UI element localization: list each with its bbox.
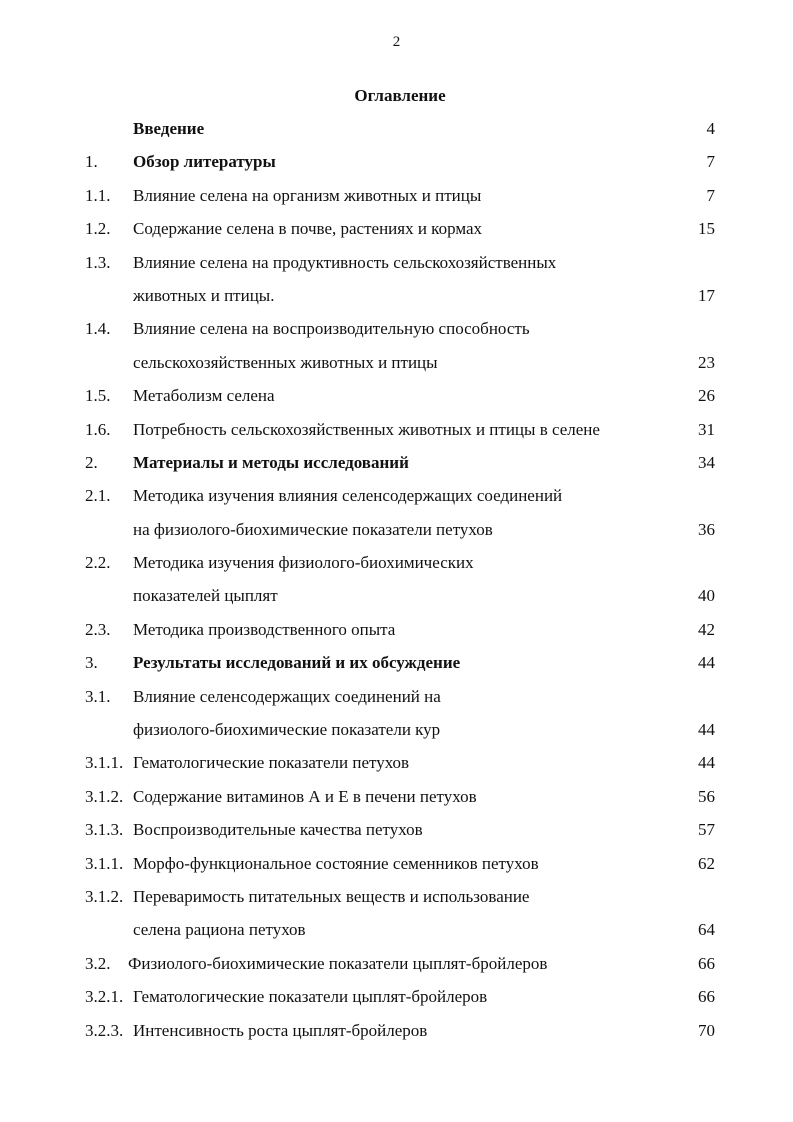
toc-entry-number: 1.6. — [85, 419, 111, 439]
toc-entry-line — [0, 880, 793, 913]
toc-entry-title: Обзор литературы — [133, 152, 276, 172]
toc-entry-number: 1.1. — [85, 185, 111, 205]
toc-entry-number: 3.2.1. — [85, 987, 124, 1007]
toc-entry-number: 2.2. — [85, 553, 111, 573]
toc-entry-page: 66 — [698, 987, 715, 1007]
toc-entry-page: 23 — [698, 352, 715, 372]
toc-entry-line — [0, 579, 793, 612]
toc-entry-line — [0, 145, 793, 178]
toc-entry-line — [0, 312, 793, 345]
toc-entry-line — [0, 112, 793, 145]
toc-entry-page: 66 — [698, 953, 715, 973]
toc-entry-title: Интенсивность роста цыплят-бройлеров — [133, 1020, 428, 1040]
toc-entry-line — [0, 413, 793, 446]
toc-entry-line — [0, 847, 793, 880]
toc-entry-number: 1.3. — [85, 252, 111, 272]
toc-entry-title: Влияние селена на воспроизводительную способность — [133, 319, 530, 339]
toc-entry-page: 44 — [698, 653, 715, 673]
toc-entry-page: 26 — [698, 386, 715, 406]
toc-entry-title: физиолого-биохимические показатели кур — [133, 720, 441, 740]
toc-entry-line — [0, 713, 793, 746]
toc-entry-title: Влияние селенсодержащих соединений на — [133, 686, 441, 706]
toc-entry-line — [0, 513, 793, 546]
toc-entry-title: на физиолого-биохимические показатели петухов — [133, 519, 493, 539]
toc-entry-page: 44 — [698, 720, 715, 740]
toc-entry-title: Методика изучения влияния селенсодержащих соединений — [133, 486, 563, 506]
toc-entry-title: Результаты исследований и их обсуждение — [133, 653, 461, 673]
toc-entry-page: 62 — [698, 853, 715, 873]
toc-entry-title: Метаболизм селена — [133, 386, 275, 406]
toc-entry-line — [0, 613, 793, 646]
toc-entry-title: Материалы и методы исследований — [133, 452, 409, 472]
toc-title: Оглавление — [354, 86, 446, 105]
toc-entry-number: 2.1. — [85, 486, 111, 506]
toc-entry-line — [0, 346, 793, 379]
toc-entry-page: 40 — [698, 586, 715, 606]
toc-entry-line — [0, 680, 793, 713]
toc-entry-number: 3.1.1. — [85, 853, 124, 873]
toc-entry-line — [0, 646, 793, 679]
toc-entry-line — [0, 780, 793, 813]
toc-entry-title: Воспроизводительные качества петухов — [133, 820, 423, 840]
toc-entry-page: 17 — [698, 285, 715, 305]
toc-entry-title: Содержание селена в почве, растениях и кормах — [133, 219, 483, 239]
toc-entry-title: Гематологические показатели петухов — [133, 753, 410, 773]
toc-entry-number: 1.5. — [85, 386, 111, 406]
toc-entry-line — [0, 379, 793, 412]
toc-entry-line — [0, 179, 793, 212]
toc-entry-line — [0, 212, 793, 245]
toc-entry-page: 44 — [698, 753, 715, 773]
toc-entry-line — [0, 813, 793, 846]
toc-entry-page: 64 — [698, 920, 715, 940]
toc-entry-title: Методика изучения физиолого-биохимических — [133, 553, 474, 573]
toc-entry-title: селена рациона петухов — [133, 920, 306, 940]
toc-entry-page: 34 — [698, 452, 715, 472]
toc-entry-page: 36 — [698, 519, 715, 539]
toc-entry-page: 57 — [698, 820, 715, 840]
toc-entry-number: 2. — [85, 452, 98, 472]
toc-entry-title: Влияние селена на организм животных и птицы — [133, 185, 482, 205]
toc-entry-line — [0, 279, 793, 312]
toc-entry-page: 15 — [698, 219, 715, 239]
toc-entry-number: 1.4. — [85, 319, 111, 339]
toc-entry-number: 3.2.3. — [85, 1020, 124, 1040]
toc-entry-title: показателей цыплят — [133, 586, 278, 606]
toc-entry-page: 4 — [706, 119, 715, 138]
toc-entry-title: сельскохозяйственных животных и птицы — [133, 352, 438, 372]
toc-entry-number: 3.2. — [85, 953, 111, 973]
toc-entry-number: 3.1.2. — [85, 886, 124, 906]
toc-entry-number: 2.3. — [85, 619, 111, 639]
toc-entry-title: Содержание витаминов А и Е в печени петухов — [133, 786, 477, 806]
toc-entry-line — [0, 546, 793, 579]
toc-entry-title: Физиолого-биохимические показатели цыплят-бройлеров — [128, 953, 548, 973]
toc-entry-title: Гематологические показатели цыплят-бройлеров — [133, 987, 488, 1007]
toc-entry-line — [0, 1014, 793, 1047]
toc-entry-page: 31 — [698, 419, 715, 439]
toc-entry-title: животных и птицы. — [133, 285, 275, 305]
table-of-contents — [0, 112, 793, 1047]
toc-entry-number: 3. — [85, 653, 98, 673]
toc-entry-line — [0, 913, 793, 946]
toc-entry-title: Введение — [133, 119, 205, 138]
toc-entry-title: Морфо-функциональное состояние семенников петухов — [133, 853, 539, 873]
toc-entry-number: 3.1.2. — [85, 786, 124, 806]
toc-entry-number: 3.1.3. — [85, 820, 124, 840]
toc-entry-title: Методика производственного опыта — [133, 619, 396, 639]
toc-entry-page: 7 — [706, 152, 715, 172]
toc-entry-title: Переваримость питательных веществ и использование — [133, 886, 530, 906]
toc-entry-number: 3.1.1. — [85, 753, 124, 773]
toc-entry-number: 1.2. — [85, 219, 111, 239]
toc-entry-line — [0, 246, 793, 279]
toc-entry-title: Влияние селена на продуктивность сельскохозяйственных — [133, 252, 557, 272]
toc-entry-line — [0, 746, 793, 779]
toc-entry-page: 70 — [698, 1020, 715, 1040]
toc-entry-line — [0, 980, 793, 1013]
toc-entry-line — [0, 446, 793, 479]
toc-entry-page: 56 — [698, 786, 715, 806]
toc-entry-title: Потребность сельскохозяйственных животных и птицы в селене — [133, 419, 600, 439]
toc-entry-line — [0, 947, 793, 980]
toc-entry-number: 3.1. — [85, 686, 111, 706]
toc-entry-number: 1. — [85, 152, 98, 172]
toc-entry-page: 42 — [698, 619, 715, 639]
toc-entry-line — [0, 479, 793, 512]
page-number: 2 — [392, 34, 401, 50]
toc-entry-page: 7 — [706, 185, 715, 205]
